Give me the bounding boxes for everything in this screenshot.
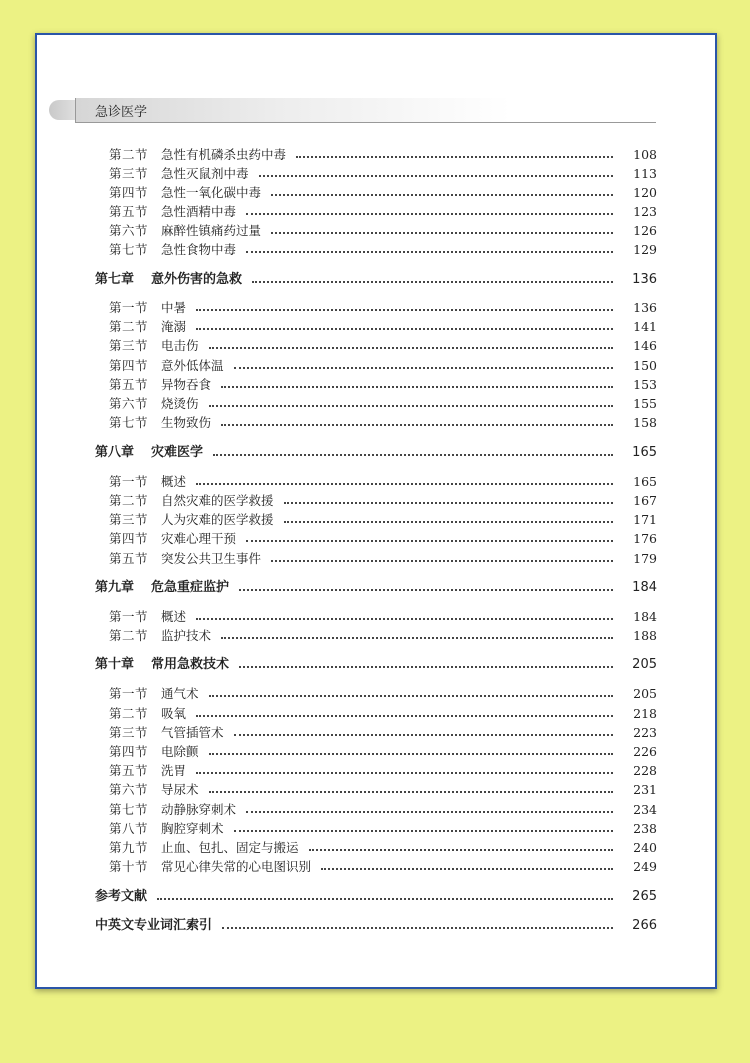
book-title: 急诊医学 [95,105,148,120]
toc-page-number: 205 [633,686,657,701]
toc-entry-label: 第八节 [109,821,149,836]
toc-entry-title: 常用急救技术 [151,657,230,672]
toc-section-entry[interactable] [37,743,715,761]
toc-section-entry[interactable] [37,203,715,221]
toc-section-entry[interactable] [37,492,715,510]
toc-entry-label: 第四节 [109,531,149,546]
dot-leader [196,618,613,620]
toc-entry-title: 急性有机磷杀虫药中毒 [161,147,287,162]
toc-page-number: 153 [633,377,657,392]
toc-section-entry[interactable] [37,685,715,703]
toc-page-number: 129 [633,242,657,257]
toc-entry-label: 第二节 [109,706,149,721]
toc-page-number: 265 [632,889,657,904]
dot-leader [246,540,613,542]
toc-entry-label: 第十节 [109,859,149,874]
toc-entry-title: 危急重症监护 [151,580,230,595]
running-header [49,98,655,124]
toc-page-number: 231 [633,782,657,797]
toc-section-entry[interactable] [37,146,715,164]
toc-entry-label: 第一节 [109,609,149,624]
dot-leader [196,328,613,330]
toc-section-entry[interactable] [37,530,715,548]
toc-entry-label: 第十章 [95,657,135,672]
toc-entry-title: 灾难医学 [151,445,204,460]
toc-section-entry[interactable] [37,820,715,838]
toc-entry-label: 第七章 [95,272,135,287]
dot-leader [209,405,613,407]
dot-leader [252,281,613,283]
toc-entry-title: 自然灾难的医学救援 [161,493,274,508]
toc-section-entry[interactable] [37,550,715,568]
toc-entry-title: 气管插管术 [161,725,224,740]
toc-page-number: 165 [632,445,657,460]
dot-leader [234,367,613,369]
dot-leader [222,927,613,929]
toc-page-number: 179 [633,551,657,566]
dot-leader [239,666,613,668]
toc-entry-title: 烧烫伤 [161,396,199,411]
dot-leader [309,849,613,851]
dot-leader [196,715,613,717]
toc-page-number: 238 [633,821,657,836]
dot-leader [209,791,613,793]
header-bar-decoration [75,98,656,123]
toc-chapter-entry[interactable] [37,888,715,906]
toc-entry-title: 生物致伤 [161,415,212,430]
toc-entry-label: 第六节 [109,223,149,238]
toc-section-entry[interactable] [37,357,715,375]
dot-leader [196,309,613,311]
dot-leader [239,589,613,591]
toc-page-number: 228 [633,763,657,778]
toc-entry-label: 第七节 [109,415,149,430]
toc-entry-label: 第一节 [109,300,149,315]
dot-leader [157,898,613,900]
toc-page-number: 223 [633,725,657,740]
toc-entry-label: 第一节 [109,474,149,489]
dot-leader [209,347,613,349]
toc-entry-title: 导尿术 [161,782,199,797]
toc-section-entry[interactable] [37,395,715,413]
toc-entry-label: 第四节 [109,358,149,373]
toc-entry-label: 第一节 [109,686,149,701]
toc-entry-title: 中英文专业词汇索引 [95,918,213,933]
toc-section-entry[interactable] [37,222,715,240]
dot-leader [221,637,613,639]
toc-section-entry[interactable] [37,473,715,491]
toc-entry-title: 异物吞食 [161,377,212,392]
toc-entry-label: 第二节 [109,628,149,643]
toc-entry-title: 洗胃 [161,763,187,778]
toc-entry-label: 第三节 [109,166,149,181]
dot-leader [321,868,613,870]
toc-page-number: 188 [633,628,657,643]
toc-page-number: 226 [633,744,657,759]
dot-leader [209,695,613,697]
toc-section-entry[interactable] [37,724,715,742]
toc-entry-label: 第二节 [109,319,149,334]
toc-page-number: 150 [633,358,657,373]
dot-leader [234,734,613,736]
toc-entry-title: 参考文献 [95,889,148,904]
book-page [35,33,717,989]
toc-section-entry[interactable] [37,801,715,819]
toc-page-number: 108 [633,147,657,162]
toc-page-number: 240 [633,840,657,855]
toc-entry-title: 意外伤害的急救 [151,272,243,287]
dot-leader [246,251,613,253]
toc-chapter-entry[interactable] [37,444,715,462]
dot-leader [221,386,613,388]
toc-entry-label: 第九章 [95,580,135,595]
toc-entry-title: 中暑 [161,300,187,315]
toc-entry-title: 人为灾难的医学救援 [161,512,274,527]
toc-entry-label: 第五节 [109,377,149,392]
toc-entry-label: 第三节 [109,512,149,527]
toc-entry-label: 第五节 [109,204,149,219]
toc-entry-title: 电除颤 [161,744,199,759]
toc-entry-title: 淹溺 [161,319,187,334]
toc-section-entry[interactable] [37,299,715,317]
dot-leader [234,830,613,832]
toc-entry-label: 第二节 [109,147,149,162]
toc-page-number: 167 [633,493,657,508]
toc-entry-title: 电击伤 [161,338,199,353]
dot-leader [246,213,613,215]
toc-page-number: 120 [633,185,657,200]
toc-page-number: 176 [633,531,657,546]
toc-entry-title: 动静脉穿刺术 [161,802,237,817]
dot-leader [271,194,613,196]
toc-entry-label: 第二节 [109,493,149,508]
toc-section-entry[interactable] [37,608,715,626]
toc-page-number: 184 [633,609,657,624]
toc-section-entry[interactable] [37,762,715,780]
toc-entry-label: 第六节 [109,782,149,797]
toc-section-entry[interactable] [37,705,715,723]
toc-page-number: 113 [633,166,657,181]
toc-entry-label: 第五节 [109,551,149,566]
toc-section-entry[interactable] [37,318,715,336]
toc-section-entry[interactable] [37,839,715,857]
toc-page-number: 171 [633,512,657,527]
toc-section-entry[interactable] [37,241,715,259]
toc-chapter-entry[interactable] [37,271,715,289]
dot-leader [196,483,613,485]
toc-entry-label: 第七节 [109,802,149,817]
dot-leader [284,502,613,504]
toc-page-number: 234 [633,802,657,817]
toc-entry-title: 突发公共卫生事件 [161,551,262,566]
toc-chapter-entry[interactable] [37,917,715,935]
toc-page-number: 146 [633,338,657,353]
toc-entry-title: 常见心律失常的心电图识别 [161,859,312,874]
toc-entry-title: 急性酒精中毒 [161,204,237,219]
toc-page-number: 205 [632,657,657,672]
dot-leader [271,560,613,562]
toc-entry-title: 急性灭鼠剂中毒 [161,166,249,181]
dot-leader [246,811,613,813]
toc-entry-title: 通气术 [161,686,199,701]
toc-entry-label: 第五节 [109,763,149,778]
toc-entry-title: 意外低体温 [161,358,224,373]
toc-entry-title: 急性食物中毒 [161,242,237,257]
dot-leader [271,232,613,234]
toc-section-entry[interactable] [37,376,715,394]
toc-page-number: 158 [633,415,657,430]
toc-entry-label: 第三节 [109,725,149,740]
toc-chapter-entry[interactable] [37,579,715,597]
dot-leader [296,156,613,158]
toc-page-number: 155 [633,396,657,411]
toc-page-number: 165 [633,474,657,489]
toc-section-entry[interactable] [37,165,715,183]
dot-leader [209,753,613,755]
toc-section-entry[interactable] [37,184,715,202]
toc-entry-title: 止血、包扎、固定与搬运 [161,840,299,855]
toc-entry-title: 吸氧 [161,706,187,721]
toc-page-number: 126 [633,223,657,238]
toc-page-number: 136 [632,272,657,287]
dot-leader [259,175,613,177]
toc-entry-title: 胸腔穿刺术 [161,821,224,836]
dot-leader [196,772,613,774]
toc-chapter-entry[interactable] [37,656,715,674]
toc-entry-label: 第四节 [109,744,149,759]
toc-entry-label: 第九节 [109,840,149,855]
toc-section-entry[interactable] [37,858,715,876]
dot-leader [284,521,613,523]
toc-page-number: 136 [633,300,657,315]
toc-page-number: 249 [633,859,657,874]
toc-entry-title: 灾难心理干预 [161,531,237,546]
toc-entry-label: 第六节 [109,396,149,411]
toc-section-entry[interactable] [37,781,715,799]
toc-page-number: 184 [632,580,657,595]
toc-page-number: 141 [633,319,657,334]
toc-entry-label: 第八章 [95,445,135,460]
toc-entry-label: 第四节 [109,185,149,200]
toc-section-entry[interactable] [37,337,715,355]
toc-page-number: 123 [633,204,657,219]
toc-section-entry[interactable] [37,627,715,645]
toc-entry-label: 第七节 [109,242,149,257]
toc-section-entry[interactable] [37,414,715,432]
toc-page-number: 266 [632,918,657,933]
dot-leader [221,424,613,426]
dot-leader [213,454,613,456]
toc-entry-title: 麻醉性镇痛药过量 [161,223,262,238]
toc-entry-title: 急性一氧化碳中毒 [161,185,262,200]
toc-page-number: 218 [633,706,657,721]
toc-section-entry[interactable] [37,511,715,529]
toc-entry-title: 概述 [161,609,187,624]
toc-entry-title: 概述 [161,474,187,489]
toc-entry-title: 监护技术 [161,628,212,643]
toc-entry-label: 第三节 [109,338,149,353]
